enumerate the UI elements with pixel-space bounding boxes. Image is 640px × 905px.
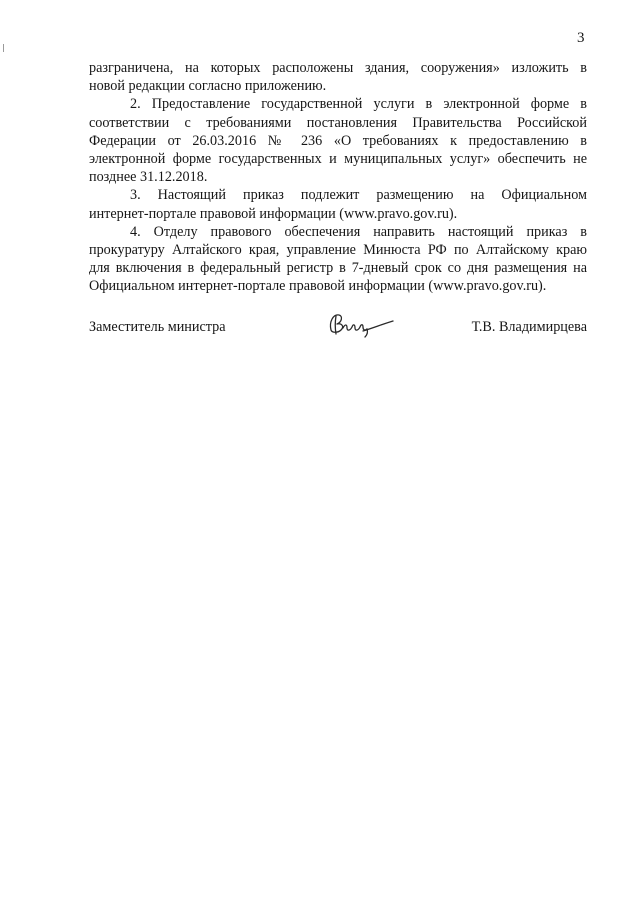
body-line: Федерации от 26.03.2016 № 236 «О требованиях к предоставлению в (89, 132, 587, 149)
document-body (89, 59, 587, 295)
body-line: для включения в федеральный регистр в 7-дневый срок со дня размещения на (89, 260, 587, 277)
scan-margin-mark (3, 44, 4, 52)
signature-block (89, 318, 587, 348)
body-line: прокуратуру Алтайского края, управление Минюста РФ по Алтайскому краю (89, 241, 587, 258)
handwritten-signature-icon (323, 308, 397, 344)
paragraph-2-first-line: 2. Предоставление государственной услуги в электронной форме в (130, 96, 587, 113)
body-line: разграничена, на которых расположены здания, сооружения» изложить в (89, 60, 587, 76)
body-line: позднее 31.12.2018. (89, 169, 208, 186)
paragraph-3-first-line: 3. Настоящий приказ подлежит размещению на Официальном (130, 187, 587, 204)
body-line: интернет-портале правовой информации (www.pravo.gov.ru). (89, 205, 458, 222)
signer-name: Т.В. Владимирцева (471, 319, 587, 335)
signature-strokes (330, 315, 393, 337)
signer-position: Заместитель министра (89, 319, 226, 335)
body-line: новой редакции согласно приложению. (89, 78, 327, 95)
page-number: 3 (577, 30, 585, 46)
body-line: Официальном интернет-портале правовой информации (www.pravo.gov.ru). (89, 278, 547, 295)
body-line: соответствии с требованиями постановления Правительства Российской (89, 114, 587, 131)
paragraph-4-first-line: 4. Отделу правового обеспечения направить настоящий приказ в (130, 223, 587, 240)
body-line: электронной форме государственных и муниципальных услуг» обеспечить не (89, 150, 587, 167)
